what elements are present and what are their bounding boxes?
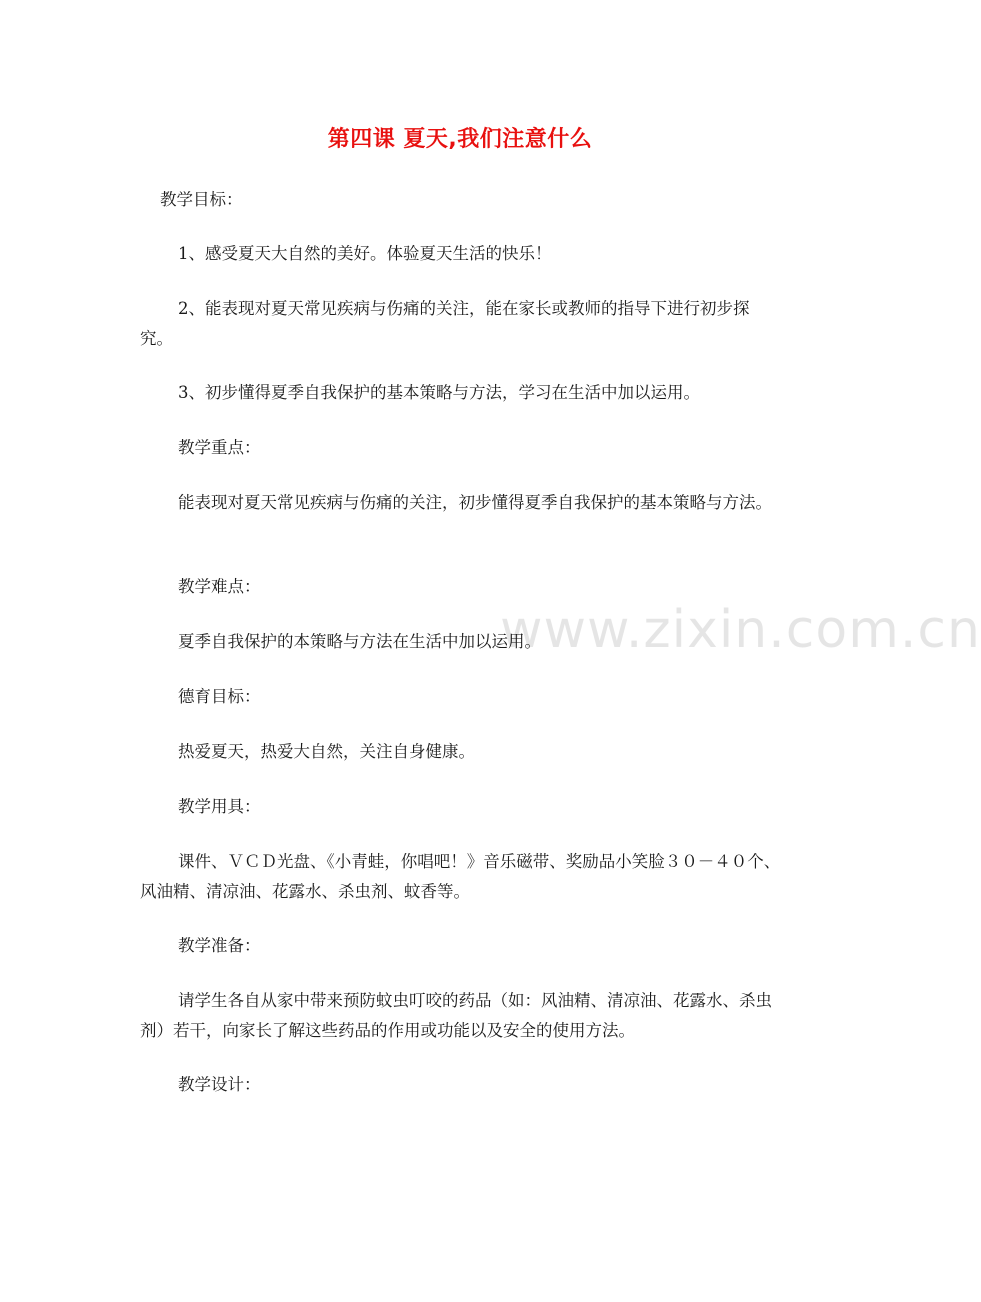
moral-goals-text: 热爱夏天，热爱大自然，关注自身健康。 <box>178 742 475 761</box>
difficulties-text: 夏季自我保护的本策略与方法在生活中加以运用。 <box>178 632 541 651</box>
section-heading-teaching-tools: 教学用具： <box>178 797 261 816</box>
section-heading-moral-goals: 德育目标： <box>178 687 261 706</box>
section-heading-preparation: 教学准备： <box>178 936 261 955</box>
preparation-text: 请学生各自从家中带来预防蚊虫叮咬的药品（如：风油精、清凉油、花露水、杀虫剂）若干，向家长了解这些药品的作用或功能以及安全的使用方法。 <box>140 991 772 1040</box>
section-heading-objectives: 教学目标： <box>160 190 243 209</box>
objective-3: 3、初步懂得夏季自我保护的基本策略与方法，学习在生活中加以运用。 <box>178 383 700 402</box>
document-title: 第四课 夏天,我们注意什么 <box>327 127 593 152</box>
watermark: www.zixin.com.cn <box>500 600 981 660</box>
objective-2: 2、能表现对夏天常见疾病与伤痛的关注，能在家长或教师的指导下进行初步探究。 <box>140 299 750 348</box>
objective-1: 1、感受夏天大自然的美好。体验夏天生活的快乐！ <box>178 244 552 263</box>
teaching-tools-text: 课件、ＶＣＤ光盘、《小青蛙，你唱吧！》音乐磁带、奖励品小笑脸３０－４０个、风油精、清凉油、花露水、杀虫剂、蚊香等。 <box>140 852 781 901</box>
section-heading-key-points: 教学重点： <box>178 438 261 457</box>
key-points-text: 能表现对夏天常见疾病与伤痛的关注，初步懂得夏季自我保护的基本策略与方法。 <box>178 493 772 512</box>
section-heading-teaching-design: 教学设计： <box>178 1075 261 1094</box>
section-heading-difficulties: 教学难点： <box>178 577 261 596</box>
